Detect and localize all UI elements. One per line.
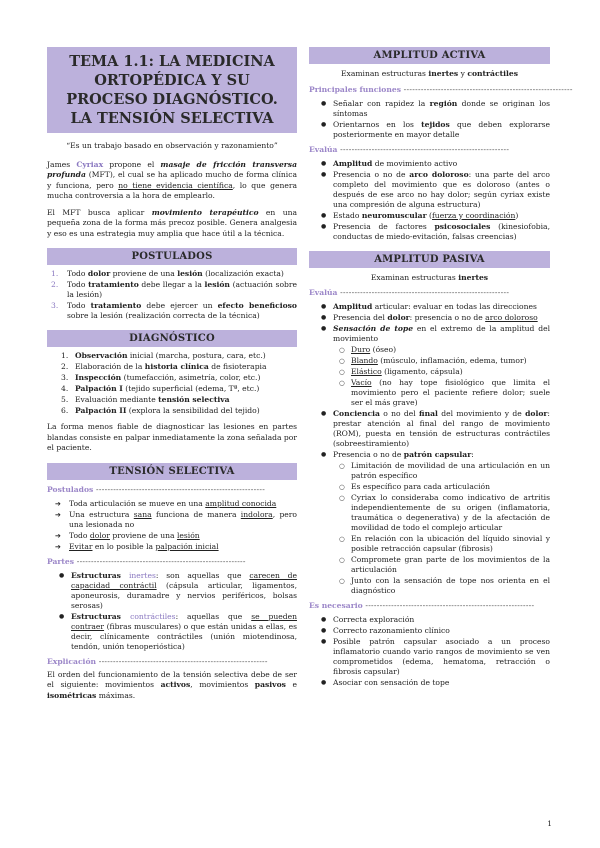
postulados-header: POSTULADOS [47, 248, 297, 265]
list-item: ○ Es específico para cada articulación [339, 482, 550, 492]
list-item: ○ Compromete gran parte de los movimientos de la articulación [339, 555, 550, 575]
list-item: 4. Palpación I (tejido superficial (edema, Tª, etc.) [61, 384, 260, 393]
tension-header: TENSIÓN SELECTIVA [47, 463, 297, 480]
list-item: ● Estado neuromuscular (fuerza y coordinación) [321, 211, 550, 221]
pasiva-header: AMPLITUD PASIVA [309, 251, 550, 268]
list-item: ● Correcta exploración [321, 615, 550, 625]
patron-list [333, 461, 550, 596]
activa-evalua-subheading: Evalúa ----------------------------------------------------------- [309, 144, 510, 154]
list-item: 2. Elaboración de la historia clínica de fisioterapia [61, 362, 267, 371]
partes-subheading: Partes ----------------------------------------------------------- [47, 556, 246, 566]
explicacion-subheading: Explicación ----------------------------------------------------------- [47, 656, 268, 666]
left-column [47, 0, 297, 701]
list-item: ○ Duro (óseo) [339, 345, 550, 355]
list-item: ● Estructuras inertes: son aquellas que carecen de capacidad contráctil (cápsula articular, ligamentos, aponeurosis, duramadre y nervios periféricos, bolsas serosas) [59, 571, 297, 611]
diagnostico-note: La forma menos fiable de diagnosticar las lesiones en partes blandas consiste en palpar inmediatamente la zona señalada por el paciente. [47, 422, 297, 452]
list-item: ➔ Una estructura sana funciona de manera indolora, pero una lesionada no [55, 510, 297, 530]
list-item: ○ Elástico (ligamento, cápsula) [339, 367, 550, 377]
list-item: ○ Cyriax lo consideraba como indicativo de artritis independientemente de su origen (inflamatoria, traumática o degenerativa) y de la afectación de movilidad de todo el complejo articular [339, 493, 550, 533]
list-item: 5. Evaluación mediante tensión selectiva [61, 395, 230, 404]
page-title: TEMA 1.1: LA MEDICINA ORTOPÉDICA Y SU PROCESO DIAGNÓSTICO. LA TENSIÓN SELECTIVA [47, 47, 297, 133]
list-item: ● Conciencia o no del final del movimiento y de dolor: prestar atención al final del rango de movimiento (ROM), puesta en tensión de estructuras contráctiles (sobreestiramiento) [321, 409, 550, 449]
list-item: ➔ Evitar en lo posible la palpación inicial [55, 542, 297, 552]
necesario-list [309, 615, 550, 688]
list-item: 3. Inspección (tumefacción, asimetría, color, etc.) [61, 373, 261, 382]
pasiva-evalua-subheading: Evalúa ----------------------------------------------------------- [309, 288, 510, 297]
necesario-subheading: Es necesario ----------------------------------------------------------- [309, 601, 535, 610]
list-item: ● Presencia de factores psicosociales (kinesiofobia, conductas de miedo-evitación, falsas creencias) [321, 222, 550, 242]
list-item: 1. Observación inicial (marcha, postura, cara, etc.) [61, 351, 266, 360]
list-item: ● Amplitud de movimiento activo [321, 159, 550, 169]
pasiva-evalua-list [309, 302, 550, 596]
list-item: ● Señalar con rapidez la región donde se originan los síntomas [321, 99, 550, 119]
partes-list [47, 571, 297, 652]
list-item: ● Orientarnos en los tejidos que deben explorarse posteriormente en mayor detalle [321, 120, 550, 140]
list-item: ● Correcto razonamiento clínico [321, 626, 550, 636]
list-item: ● Posible patrón capsular asociado a un proceso inflamatorio cuando vario rangos de movimiento se ven comprometidos (edema, hematoma, retracción o fibrosis capsular) [321, 637, 550, 677]
tope-list [333, 345, 550, 408]
postulados-list [47, 269, 297, 321]
list-item: 3. Todo tratamiento debe ejercer un efecto beneficioso sobre la lesión (realización correcta de la técnica) [51, 301, 297, 320]
list-item: ● Presencia o no de patrón capsular: ○ Limitación de movilidad de una articulación en un patrón específico ○ Es específico para cada articulación ○ Cyriax lo consideraba como indicativo de artritis independientemente de su origen (inflamatoria, traumática o degenerativa) y de la afectación de movilidad de todo el complejo articular ○ En relación con la ubicación del líquido sinovial y posible retracción capsular (fibrosis) ○ Compromete gran parte de los movimientos de la articulación ○ Junto con la sensación de tope nos orienta en el diagnóstico [321, 450, 550, 596]
activa-header: AMPLITUD ACTIVA [309, 47, 550, 64]
list-item: ● Asociar con sensación de tope [321, 678, 550, 688]
funciones-list [309, 99, 550, 140]
list-item: ● Presencia o no de arco doloroso: una parte del arco completo del movimiento que es doloroso (antes o después de ese arco no hay dolor; según cyriax existe una compresión de alguna estructura) [321, 170, 550, 210]
list-item: 1. Todo dolor proviene de una lesión (localización exacta) [51, 269, 284, 278]
list-item: ● Sensación de tope en el extremo de la amplitud del movimiento ○ Duro (óseo) ○ Blando (músculo, inflamación, edema, tumor) ○ Elástico (ligamento, cápsula) ○ Vacío (no hay tope fisiológico que limita el movimiento pero el paciente refiere dolor; suele ser el más grave) [321, 324, 550, 408]
list-item: ○ En relación con la ubicación del líquido sinovial y posible retracción capsular (fibrosis) [339, 534, 550, 554]
list-item: ➔ Toda articulación se mueve en una amplitud conocida [55, 499, 297, 509]
activa-evalua-list [309, 159, 550, 242]
diagnostico-list [47, 351, 297, 416]
intro-paragraph-1: James Cyriax propone el masaje de fricción transversa profunda (MFT), el cual se ha aplicado mucho de forma clínica y funciona, pero no tiene evidencia científica, lo que genera mucha controversia a la hora de emplearlo. [47, 159, 298, 200]
page-number: 1 [547, 819, 552, 828]
pasiva-intro: Examinan estructuras inertes [370, 272, 489, 282]
list-item: ○ Limitación de movilidad de una articulación en un patrón específico [339, 461, 550, 481]
intro-paragraph-2: El MFT busca aplicar movimiento terapéutico en una pequeña zona de la forma más precoz posible. Genera analgesia y eso es una estrategia muy amplia que hace útil a la técnica. [47, 207, 297, 238]
explicacion-paragraph: El orden del funcionamiento de la tensión selectiva debe de ser el siguiente: movimientos activos, movimientos pasivos e isométricas máximas. [47, 669, 297, 700]
list-item: ● Presencia del dolor: presencia o no de arco doloroso [321, 313, 550, 323]
diagnostico-header: DIAGNÓSTICO [47, 330, 297, 347]
list-item: ○ Junto con la sensación de tope nos orienta en el diagnóstico [339, 576, 550, 596]
list-item: ○ Blando (músculo, inflamación, edema, tumor) [339, 356, 550, 366]
right-column [309, 0, 573, 689]
list-item: ● Estructuras contráctiles: aquellas que se pueden contraer (fibras musculares) o que están unidas a ellas, es decir, clínicamente contráctiles (unión miotendinosa, tendón, unión tenoperióstica) [59, 612, 297, 652]
funciones-subheading: Principales funciones ----------------------------------------------------------- [309, 84, 573, 94]
tension-postulados-list [47, 499, 297, 552]
postulados-subheading: Postulados ----------------------------------------------------------- [47, 484, 266, 494]
list-item: ● Amplitud articular: evaluar en todas las direcciones [321, 302, 550, 312]
list-item: ➔ Todo dolor proviene de una lesión [55, 531, 297, 541]
activa-intro: Examinan estructuras inertes y contráctiles [341, 69, 518, 78]
list-item: 6. Palpación II (explora la sensibilidad del tejido) [61, 406, 260, 415]
quote: “Es un trabajo basado en observación y razonamiento” [66, 141, 278, 150]
list-item: 2. Todo tratamiento debe llegar a la lesión (actuación sobre la lesión) [51, 280, 298, 299]
list-item: ○ Vacío (no hay tope fisiológico que limita el movimiento pero el paciente refiere dolor; suele ser el más grave) [339, 378, 550, 408]
